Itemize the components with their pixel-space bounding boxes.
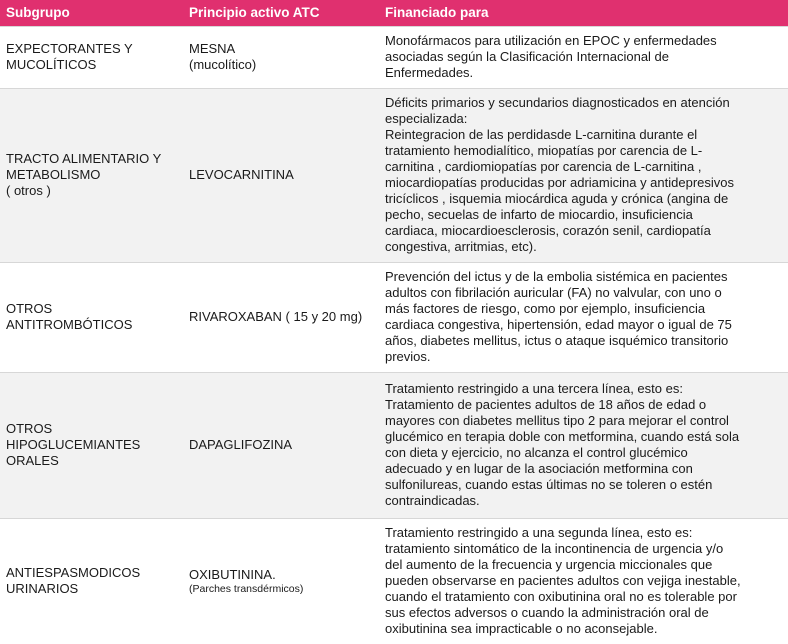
principle-line: (mucolítico) bbox=[189, 57, 373, 73]
funded-line: mayores con diabetes mellitus tipo 2 para mejorar el control bbox=[385, 413, 782, 429]
funded-line: previos. bbox=[385, 349, 782, 365]
principle-note: (Parches transdérmicos) bbox=[189, 583, 373, 596]
header-row bbox=[0, 0, 788, 27]
subgroup-line: ANTITROMBÓTICOS bbox=[6, 317, 177, 333]
principle-cell bbox=[183, 519, 379, 644]
subgroup-line: ORALES bbox=[6, 453, 177, 469]
funded-line: asociadas según la Clasificación Internacional de bbox=[385, 49, 782, 65]
principle-line: LEVOCARNITINA bbox=[189, 167, 373, 183]
funded-line: congestiva, arritmias, etc). bbox=[385, 239, 782, 255]
subgroup-cell bbox=[0, 89, 183, 263]
funded-line: pueden observarse en pacientes adultos con vejiga inestable, bbox=[385, 573, 782, 589]
subgroup-line: ( otros ) bbox=[6, 183, 177, 199]
funded-line: Déficits primarios y secundarios diagnosticados en atención bbox=[385, 95, 782, 111]
funded-line: adultos con fibrilación auricular (FA) no valvular, con uno o bbox=[385, 285, 782, 301]
funded-line: tratamiento sintomático de la incontinencia de urgencia y/o bbox=[385, 541, 782, 557]
header-funded: Financiado para bbox=[379, 0, 788, 27]
funded-line: carnitina , cardiomiopatías por carencia de L-carnitina , bbox=[385, 159, 782, 175]
funded-line: Tratamiento de pacientes adultos de 18 años de edad o bbox=[385, 397, 782, 413]
funded-line: Tratamiento restringido a una tercera línea, esto es: bbox=[385, 381, 782, 397]
subgroup-line: METABOLISMO bbox=[6, 167, 177, 183]
principle-line: DAPAGLIFOZINA bbox=[189, 437, 373, 453]
funded-line: especializada: bbox=[385, 111, 782, 127]
funded-line: cuando el tratamiento con oxibutinina oral no es tolerable por bbox=[385, 589, 782, 605]
funded-line: cardiaca congestiva, hipertensión, edad mayor o igual de 75 bbox=[385, 317, 782, 333]
funded-cell bbox=[379, 89, 788, 263]
funded-line: cardiaca, miocardioesclerosis, corazón senil, cardiopatía bbox=[385, 223, 782, 239]
funded-line: Tratamiento restringido a una segunda línea, esto es: bbox=[385, 525, 782, 541]
table-row bbox=[0, 89, 788, 263]
principle-cell bbox=[183, 27, 379, 89]
funded-line: Reintegracion de las perdidasde L-carnitina durante el bbox=[385, 127, 782, 143]
funded-cell bbox=[379, 263, 788, 373]
funded-line: Enfermedades. bbox=[385, 65, 782, 81]
principle-line: MESNA bbox=[189, 41, 373, 57]
subgroup-line: EXPECTORANTES Y bbox=[6, 41, 177, 57]
principle-line: OXIBUTININA. bbox=[189, 567, 373, 583]
funded-line: tratamiento hemodialítico, miopatías por carencia de L- bbox=[385, 143, 782, 159]
funded-line: miocardiopatías producidas por adriamicina y antidepresivos bbox=[385, 175, 782, 191]
funded-line: sulfonilureas, cuando estas últimas no se toleren o estén bbox=[385, 477, 782, 493]
subgroup-cell bbox=[0, 519, 183, 644]
table-row bbox=[0, 263, 788, 373]
funded-line: tricíclicos , isquemia miocárdica aguda y crónica (angina de bbox=[385, 191, 782, 207]
funded-line: pecho, secuelas de infarto de miocardio, insuficiencia bbox=[385, 207, 782, 223]
funded-cell bbox=[379, 27, 788, 89]
funded-line: con dieta y ejercicio, no alcanza el control glucémico bbox=[385, 445, 782, 461]
funded-cell bbox=[379, 519, 788, 644]
subgroup-line: OTROS bbox=[6, 421, 177, 437]
funded-line: del aumento de la frecuencia y urgencia miccionales que bbox=[385, 557, 782, 573]
subgroup-cell bbox=[0, 373, 183, 519]
header-subgroup: Subgrupo bbox=[0, 0, 183, 27]
subgroup-line: URINARIOS bbox=[6, 581, 177, 597]
principle-cell bbox=[183, 263, 379, 373]
funded-line: Monofármacos para utilización en EPOC y enfermedades bbox=[385, 33, 782, 49]
subgroup-cell bbox=[0, 263, 183, 373]
subgroup-cell bbox=[0, 27, 183, 89]
table-body bbox=[0, 27, 788, 644]
funded-line: sus efectos adversos o cuando la administración oral de bbox=[385, 605, 782, 621]
funded-line: más factores de riesgo, como por ejemplo, insuficiencia bbox=[385, 301, 782, 317]
funded-line: adecuado y en lugar de la asociación metformina con bbox=[385, 461, 782, 477]
table-row bbox=[0, 519, 788, 644]
subgroup-line: OTROS bbox=[6, 301, 177, 317]
header-principle: Principio activo ATC bbox=[183, 0, 379, 27]
principle-cell bbox=[183, 373, 379, 519]
funded-line: contraindicadas. bbox=[385, 493, 782, 509]
funded-cell bbox=[379, 373, 788, 519]
table-row bbox=[0, 373, 788, 519]
table-header bbox=[0, 0, 788, 27]
funded-line: Prevención del ictus y de la embolia sistémica en pacientes bbox=[385, 269, 782, 285]
funded-line: años, diabetes mellitus, ictus o ataque isquémico transitorio bbox=[385, 333, 782, 349]
funded-line: oxibutinina sea impracticable o no aconsejable. bbox=[385, 621, 782, 637]
subgroup-line: TRACTO ALIMENTARIO Y bbox=[6, 151, 177, 167]
subgroup-line: HIPOGLUCEMIANTES bbox=[6, 437, 177, 453]
funded-line: glucémico en terapia doble con metformina, cuando está sola bbox=[385, 429, 782, 445]
subgroup-line: ANTIESPASMODICOS bbox=[6, 565, 177, 581]
table-row bbox=[0, 27, 788, 89]
principle-line: RIVAROXABAN ( 15 y 20 mg) bbox=[189, 309, 373, 325]
subgroup-line: MUCOLÍTICOS bbox=[6, 57, 177, 73]
principle-cell bbox=[183, 89, 379, 263]
